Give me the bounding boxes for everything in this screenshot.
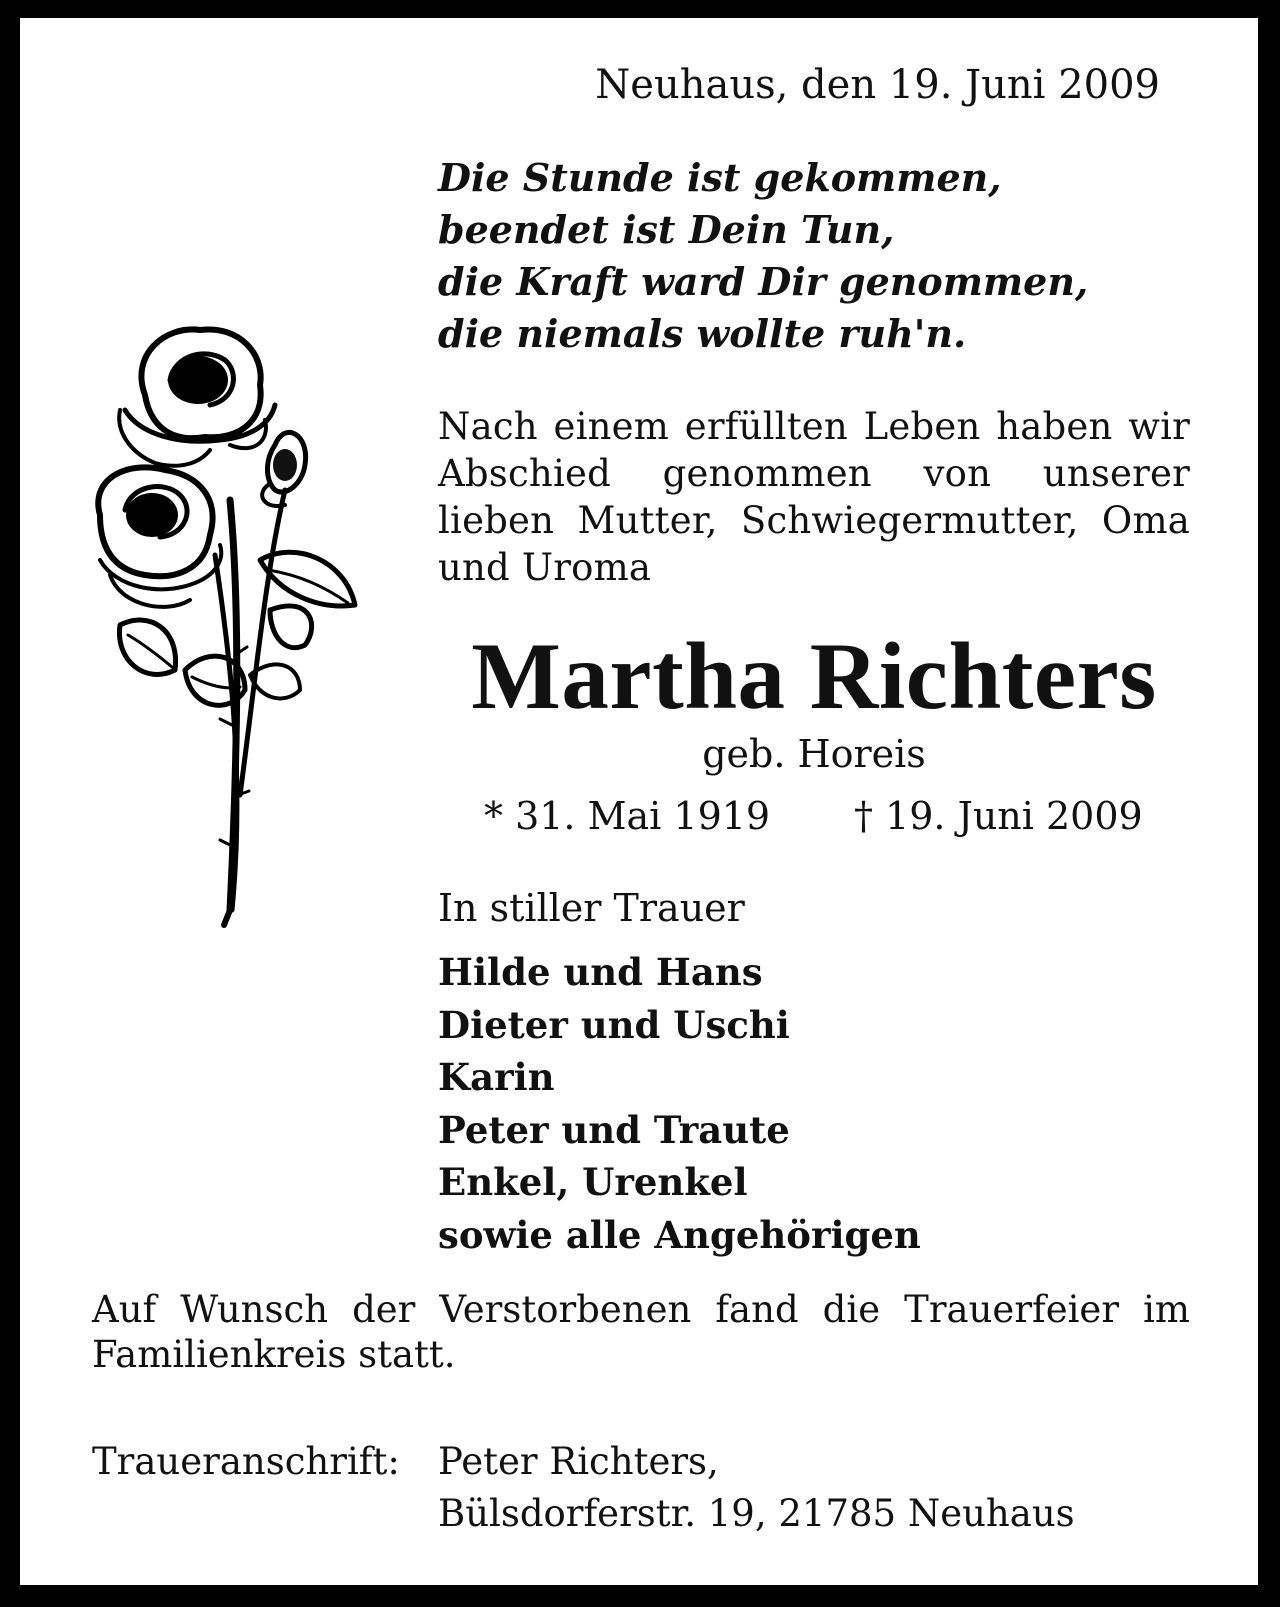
mourner-item: sowie alle Angehörigen — [438, 1212, 921, 1257]
address-line: Bülsdorferstr. 19, 21785 Neuhaus — [438, 1492, 1075, 1535]
mourner-item: Dieter und Uschi — [438, 1002, 790, 1047]
address-line: Peter Richters, — [438, 1440, 719, 1483]
intro-text: Nach einem erfüllten Leben haben wir Abschied genommen von unserer lieben Mutter, Schwiegermutter, Oma und Uroma — [438, 405, 1190, 589]
address-label: Traueranschrift: — [92, 1440, 400, 1483]
mourners-list — [438, 946, 921, 1261]
poem-line: Die Stunde ist gekommen, — [438, 155, 1002, 200]
birth-date: * 31. Mai 1919 — [484, 794, 771, 838]
ceremony-notice: Auf Wunsch der Verstorbenen fand die Trauerfeier im Familienkreis statt. — [92, 1288, 1190, 1376]
death-date: † 19. Juni 2009 — [854, 794, 1143, 838]
rose-bouquet-icon — [80, 325, 380, 935]
address-block — [438, 1436, 1075, 1540]
mourner-item: Karin — [438, 1055, 555, 1099]
maiden-name: geb. Horeis — [702, 732, 926, 776]
poem-line: die niemals wollte ruh'n. — [438, 311, 967, 356]
poem-line: beendet ist Dein Tun, — [438, 207, 895, 252]
place-date: Neuhaus, den 19. Juni 2009 — [595, 62, 1160, 108]
mourning-heading: In stiller Trauer — [438, 886, 745, 930]
mourner-item: Peter und Traute — [438, 1107, 790, 1152]
deceased-name: Martha Richters — [471, 623, 1157, 729]
mourner-item: Hilde und Hans — [438, 950, 763, 994]
mourner-item: Enkel, Urenkel — [438, 1160, 748, 1204]
poem-line: die Kraft ward Dir genommen, — [438, 259, 1089, 304]
poem — [438, 152, 1088, 360]
